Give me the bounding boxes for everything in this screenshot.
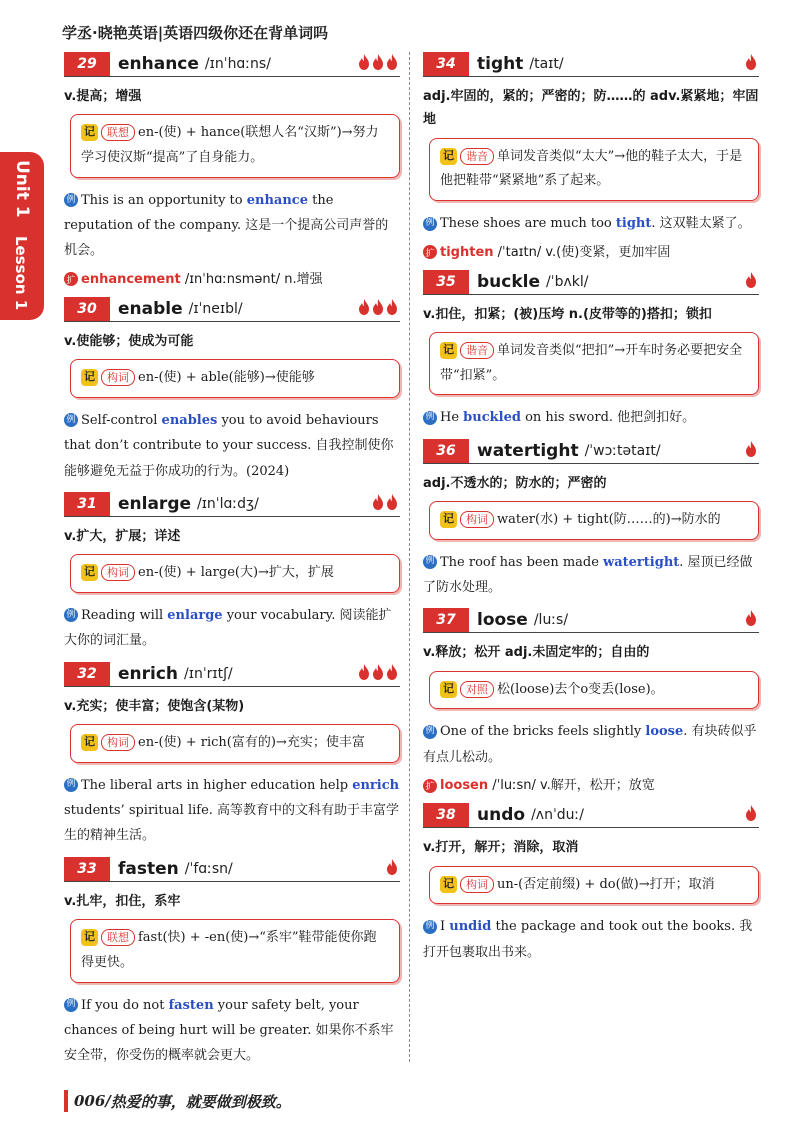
example-icon: 例 [64, 998, 78, 1012]
frequency-flames [743, 804, 757, 822]
tip-tag: 构词 [101, 369, 135, 386]
example-icon: 例 [423, 555, 437, 569]
example-icon: 例 [64, 193, 78, 207]
example-icon: 例 [423, 920, 437, 934]
derivative-icon: 扩 [423, 245, 437, 259]
tip-text: en-(使) + large(大)→扩大，扩展 [138, 565, 334, 581]
memory-tip-box [70, 724, 400, 763]
entry-title-bar [423, 52, 759, 77]
tip-tag: 谐音 [460, 342, 494, 359]
headword: undo [477, 805, 526, 826]
flame-icon [358, 53, 370, 71]
entry-title-bar [64, 857, 400, 882]
entry-number: 31 [64, 492, 110, 516]
flame-icon [745, 609, 757, 627]
tip-tag: 对照 [460, 681, 494, 698]
entry-title-bar [423, 270, 759, 295]
memory-tip-box [70, 554, 400, 593]
derivative-icon: 扩 [423, 779, 437, 793]
vocab-entry [64, 857, 400, 1069]
tip-text: water(水) + tight(防……的)→防水的 [497, 512, 721, 527]
phonetic: /ɪˈneɪbl/ [188, 300, 243, 317]
tip-tag: 构词 [460, 876, 494, 893]
memo-icon: 记 [440, 876, 457, 893]
example-highlight: enables [161, 412, 218, 428]
example-pre: The roof has been made [440, 554, 604, 570]
phonetic: /ɪnˈhɑːns/ [204, 56, 271, 72]
example-sentence [423, 211, 759, 236]
tip-tag: 构词 [101, 564, 135, 581]
memory-tip-box [429, 501, 759, 540]
example-post: your vocabulary. 阅读能扩大你的词汇量。 [64, 607, 392, 649]
example-icon: 例 [423, 411, 437, 425]
derivative-word: enhancement [81, 271, 181, 287]
example-post: the package and took out the books. 我打开包裹取出书来。 [423, 919, 753, 960]
frequency-flames [356, 663, 398, 681]
example-sentence [64, 188, 400, 264]
memory-tip-box [70, 114, 400, 177]
example-post: on his sword. 他把剑扣好。 [520, 410, 696, 426]
column-divider [409, 52, 410, 1062]
entry-number: 34 [423, 52, 469, 76]
entry-title-bar [423, 803, 759, 828]
example-pre: These shoes are much too [440, 216, 616, 232]
phonetic: /ˈfɑːsn/ [184, 860, 233, 877]
page-number: 006/ [74, 1092, 111, 1110]
headword: enlarge [118, 493, 192, 514]
example-sentence [64, 773, 400, 849]
memo-icon: 记 [81, 734, 98, 751]
frequency-flames [743, 440, 757, 458]
entry-number: 29 [64, 52, 110, 76]
entry-number: 35 [423, 270, 469, 294]
definition: v.打开，解开；消除，取消 [423, 840, 579, 856]
frequency-flames [743, 53, 757, 71]
flame-icon [372, 663, 384, 681]
example-pre: One of the bricks feels slightly [440, 724, 646, 740]
example-post: your safety belt, your chances of being hurt will be greater. 如果你不系牢安全带，你受伤的概率就会更大。 [64, 997, 394, 1064]
footer-accent-bar [64, 1090, 68, 1112]
example-highlight: buckled [463, 410, 521, 426]
definition: v.提高；增强 [64, 89, 142, 104]
entry-title-bar [423, 439, 759, 464]
example-icon: 例 [64, 778, 78, 792]
definition: v.扎牢，扣住，系牢 [64, 893, 181, 909]
vocab-entry [64, 492, 400, 654]
memory-tip-box [70, 919, 400, 982]
headword: tight [477, 54, 524, 74]
headword: watertight [477, 440, 579, 461]
example-post: students’ spiritual life. 高等教育中的文科有助于丰富学生的精神生活。 [64, 803, 400, 844]
flame-icon [745, 440, 757, 458]
unit-side-tab [0, 152, 44, 320]
footer-slogan: 热爱的事，就要做到极致。 [110, 1092, 291, 1111]
example-highlight: fasten [168, 997, 214, 1013]
definition: adj.牢固的，紧的；严密的；防……的 adv.紧紧地；牢固地 [423, 89, 759, 128]
tip-text: un-(否定前缀) + do(做)→打开；取消 [497, 876, 715, 892]
entry-number: 37 [423, 608, 469, 632]
headword: enrich [118, 663, 179, 684]
entry-number: 36 [423, 439, 469, 463]
example-highlight: enrich [352, 777, 400, 793]
entry-number: 33 [64, 857, 110, 881]
example-post: . 这双鞋太紧了。 [651, 216, 751, 232]
frequency-flames [370, 493, 398, 511]
tip-text: 单词发音类似“太大”→他的鞋子太大，于是他把鞋带“紧紧地”系了起来。 [440, 148, 743, 189]
example-post: . 有块砖似乎有点儿松动。 [423, 724, 757, 765]
tip-tag: 构词 [101, 734, 135, 751]
page-header: 学丞·晓艳英语|英语四级你还在背单词吗 [62, 24, 329, 42]
tip-tag: 谐音 [460, 148, 494, 165]
entry-title-bar [64, 492, 400, 517]
flame-icon [372, 298, 384, 316]
headword: enable [118, 298, 183, 319]
entry-title-bar [64, 52, 400, 77]
frequency-flames [743, 271, 757, 289]
example-sentence [423, 405, 759, 430]
derivative [423, 241, 759, 260]
vocab-entry [64, 52, 400, 287]
tip-tag: 联想 [101, 124, 135, 141]
derivative-word: tighten [440, 244, 494, 260]
flame-icon [386, 493, 398, 511]
tip-tag: 构词 [460, 511, 494, 528]
page-footer [64, 1090, 291, 1112]
phonetic: /luːs/ [533, 612, 569, 629]
tip-text: 松(loose)去个o变丢(lose)。 [497, 681, 664, 697]
headword: buckle [477, 271, 541, 292]
derivative-rest: /ˈluːsn/ v.解开，松开；放宽 [488, 778, 655, 794]
derivative-rest: /ˈtaɪtn/ v.(使)变紧，更加牢固 [493, 244, 671, 260]
example-icon: 例 [64, 608, 78, 622]
derivative [423, 774, 759, 793]
vocab-entry [423, 270, 759, 431]
frequency-flames [384, 858, 398, 876]
entry-title-bar [423, 608, 759, 633]
flame-icon [372, 53, 384, 71]
phonetic: /ɪnˈrɪtʃ/ [184, 665, 233, 682]
memo-icon: 记 [440, 511, 457, 528]
derivative-word: loosen [440, 778, 489, 794]
example-sentence [64, 603, 400, 654]
memo-icon: 记 [81, 929, 98, 946]
example-sentence [64, 408, 400, 484]
flame-icon [745, 804, 757, 822]
entry-title-bar [64, 662, 400, 687]
flame-icon [386, 663, 398, 681]
memo-icon: 记 [440, 342, 457, 359]
vocab-entry [64, 297, 400, 484]
flame-icon [386, 298, 398, 316]
memory-tip-box [429, 138, 759, 201]
example-highlight: enhance [246, 192, 308, 208]
tip-tag: 联想 [101, 929, 135, 946]
example-sentence [64, 993, 400, 1069]
definition: adj.不透水的；防水的；严密的 [423, 475, 607, 491]
memo-icon: 记 [81, 564, 98, 581]
entry-number: 32 [64, 662, 110, 686]
flame-icon [745, 271, 757, 289]
vocab-entry [423, 608, 759, 793]
example-pre: I [440, 919, 450, 935]
definition: v.使能够；使成为可能 [64, 333, 194, 349]
example-post: you to avoid behaviours that don’t contribute to your success. 自我控制使你能够避免无益于你成功的行为。(2024) [64, 412, 394, 479]
vocab-entry [64, 662, 400, 849]
example-highlight: watertight [603, 554, 680, 570]
flame-icon [372, 493, 384, 511]
vocab-entry [423, 52, 759, 260]
derivative [64, 268, 400, 287]
phonetic: /ɪnˈlɑːdʒ/ [197, 495, 259, 512]
headword: enhance [118, 54, 199, 74]
left-column [64, 52, 400, 1077]
frequency-flames [356, 298, 398, 316]
tip-text: en-(使) + hance(联想人名“汉斯”)→努力学习使汉斯“提高”了自身能力。 [81, 125, 379, 166]
example-sentence [423, 914, 759, 965]
example-sentence [423, 719, 759, 770]
memory-tip-box [429, 671, 759, 710]
example-pre: Self-control [81, 412, 162, 428]
derivative-rest: /ɪnˈhɑːnsmənt/ n.增强 [180, 271, 323, 287]
entry-number: 38 [423, 803, 469, 827]
example-highlight: tight [615, 216, 652, 232]
flame-icon [386, 858, 398, 876]
example-pre: If you do not [81, 997, 169, 1013]
memory-tip-box [70, 359, 400, 398]
memo-icon: 记 [81, 369, 98, 386]
memo-icon: 记 [440, 681, 457, 698]
frequency-flames [743, 609, 757, 627]
example-highlight: enlarge [167, 607, 223, 623]
flame-icon [358, 663, 370, 681]
definition: v.扩大，扩展；详述 [64, 528, 181, 544]
definition: v.释放；松开 adj.未固定牢的；自由的 [423, 645, 650, 661]
flame-icon [745, 53, 757, 71]
example-pre: This is an opportunity to [81, 192, 247, 208]
phonetic: /ˈbʌkl/ [546, 273, 589, 290]
memory-tip-box [429, 332, 759, 395]
definition: v.扣住，扣紧；(被)压垮 n.(皮带等的)搭扣；锁扣 [423, 306, 712, 322]
tip-text: en-(使) + rich(富有的)→充实；使丰富 [138, 735, 365, 751]
lesson-label: Lesson 1 [12, 236, 30, 311]
definition: v.充实；使丰富；使饱含(某物) [64, 698, 245, 714]
example-highlight: undid [449, 919, 492, 935]
headword: loose [477, 610, 528, 631]
right-column [423, 52, 759, 973]
memo-icon: 记 [81, 124, 98, 141]
example-icon: 例 [423, 217, 437, 231]
flame-icon [386, 53, 398, 71]
example-post: . 屋顶已经做了防水处理。 [423, 554, 753, 596]
tip-text: fast(快) + -en(使)→“系牢”鞋带能使你跑得更快。 [81, 930, 377, 970]
example-icon: 例 [423, 725, 437, 739]
example-pre: Reading will [81, 607, 168, 623]
example-post: the reputation of the company. 这是一个提高公司声誉的机会。 [64, 192, 389, 259]
tip-text: en-(使) + able(能够)→使能够 [138, 370, 315, 386]
memo-icon: 记 [440, 148, 457, 165]
vocab-entry [423, 803, 759, 965]
example-icon: 例 [64, 413, 78, 427]
flame-icon [358, 298, 370, 316]
phonetic: /ʌnˈduː/ [531, 807, 584, 824]
example-highlight: loose [645, 724, 684, 740]
unit-label: Unit 1 [12, 160, 32, 218]
derivative-icon: 扩 [64, 272, 78, 286]
example-sentence [423, 550, 759, 601]
entry-title-bar [64, 297, 400, 322]
phonetic: /taɪt/ [529, 56, 564, 72]
example-pre: He [440, 410, 464, 426]
vocab-entry [423, 439, 759, 601]
memory-tip-box [429, 866, 759, 905]
example-pre: The liberal arts in higher education help [81, 777, 353, 793]
entry-number: 30 [64, 297, 110, 321]
phonetic: /ˈwɔːtətaɪt/ [584, 442, 661, 459]
frequency-flames [356, 53, 398, 71]
tip-text: 单词发音类似“把扣”→开车时务必要把安全带“扣紧”。 [440, 342, 743, 383]
headword: fasten [118, 858, 179, 879]
